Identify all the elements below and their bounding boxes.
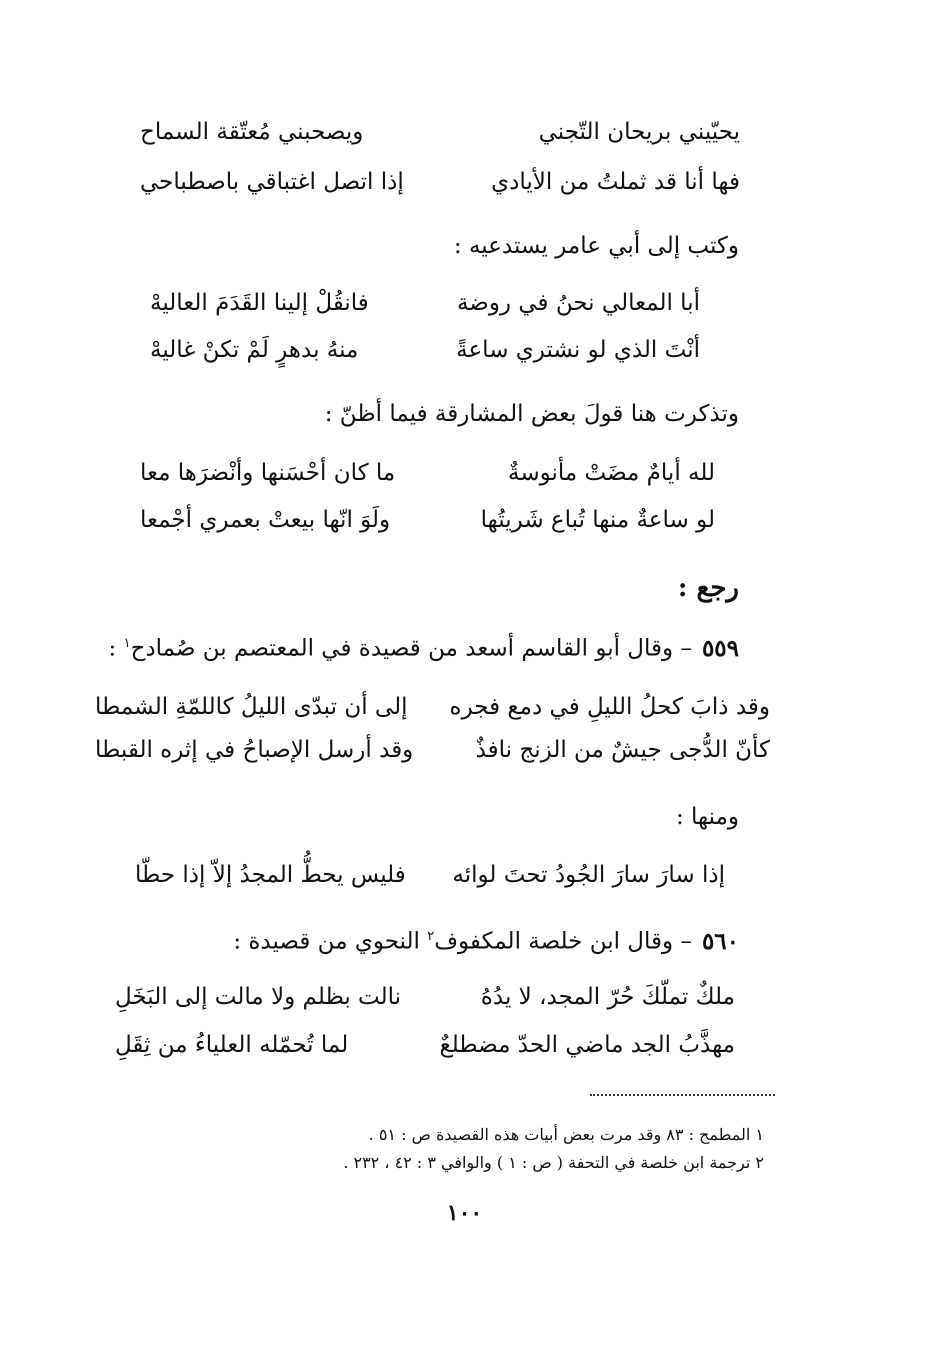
verse-second-hemistich: إذا اتصل اغتباقي باصطباحي (140, 169, 404, 195)
footnote-2: ٢ ترجمة ابن خلصة في التحفة ( ص : ١ ) والوافي ٣ : ٤٢ ، ٢٣٢ . (343, 1153, 764, 1172)
section-heading: رجع : (677, 573, 739, 603)
verse-line (150, 330, 700, 370)
footnote-divider (590, 1094, 775, 1096)
verse-first-hemistich: لو ساعةٌ منها تُباع شَريتُها (480, 507, 715, 533)
entry-559 (109, 624, 739, 669)
verse-second-hemistich: لما تُحمّله العلياءُ من ثِقَلِ (115, 1032, 349, 1058)
verse-second-hemistich: ما كان أحْسَنها وأنْضرَها معا (140, 460, 396, 486)
entry-tail: : (108, 635, 124, 662)
verse-first-hemistich: كأنّ الدُّجى جيشٌ من الزنج نافذٌ (475, 737, 770, 763)
verse-line (95, 687, 770, 727)
verse-line (150, 283, 700, 323)
entry-number: ٥٥٩ (701, 634, 739, 662)
verse-first-hemistich: مهذَّبُ الجد ماضي الحدّ مضطلعٌ (439, 1032, 735, 1058)
verse-first-hemistich: وقد ذابَ كحلُ الليلِ في دمع فجره (449, 694, 770, 720)
verse-first-hemistich: إذا سارَ سارَ الجُودُ تحتَ لوائه (452, 862, 725, 888)
verse-second-hemistich: منهُ بدهرٍ لَمْ تكنْ غاليهْ (150, 337, 359, 363)
footnote-1: ١ المطمح : ٨٣ وقد مرت بعض أبيات هذه القصيدة ص : ٥١ . (368, 1125, 764, 1144)
footnote-marker: ٢ (427, 929, 435, 944)
verse-line (140, 112, 740, 152)
footnote-marker: ١ (123, 636, 131, 651)
entry-text: – وقال أبو القاسم أسعد من قصيدة في المعتصم بن صُمادح (130, 635, 692, 662)
intro-text: وكتب إلى أبي عامر يستدعيه : (453, 233, 739, 259)
verse-line (95, 730, 770, 770)
verse-second-hemistich: فليس يحطُّ المجدُ إلاّ إذا حطّا (135, 862, 406, 888)
verse-line (140, 453, 715, 493)
verse-second-hemistich: ولَوَ انّها بيعتْ بعمري أجْمعا (140, 507, 391, 533)
verse-first-hemistich: فها أنا قد ثملتُ من الأيادي (491, 169, 740, 195)
entry-text: – وقال ابن خلصة المكفوف (434, 928, 692, 955)
verse-second-hemistich: نالت بظلم ولا مالت إلى البَخَلِ (115, 984, 402, 1010)
entry-number: ٥٦٠ (701, 927, 739, 955)
verse-first-hemistich: يحيّيني بريحان التّجني (538, 119, 740, 145)
verse-second-hemistich: وقد أرسل الإصباحُ في إثره القبطا (95, 737, 414, 763)
verse-second-hemistich: ويصحبني مُعتّقة السماح (140, 119, 364, 145)
verse-first-hemistich: ملكٌ تملّكَ حُرّ المجد، لا يدُهُ (480, 984, 735, 1010)
entry-560 (233, 917, 739, 962)
verse-first-hemistich: أنْتَ الذي لو نشتري ساعةً (456, 337, 700, 363)
page-number: ١٠٠ (446, 1200, 483, 1226)
verse-first-hemistich: أبا المعالي نحنُ في روضة (456, 290, 700, 316)
verse-line (115, 977, 735, 1017)
intro-text: وتذكرت هنا قولَ بعض المشارقة فيما أظنّ : (324, 401, 739, 427)
verse-second-hemistich: إلى أن تبدّى الليلُ كاللمّةِ الشمطا (95, 694, 408, 720)
verse-second-hemistich: فانقُلْ إلينا القَدَمَ العاليهْ (150, 290, 369, 316)
intro-text: ومنها : (675, 804, 739, 830)
entry-tail: النحوي من قصيدة : (233, 928, 428, 955)
verse-line (140, 500, 715, 540)
verse-line (115, 1025, 735, 1065)
verse-first-hemistich: لله أيامٌ مضَتْ مأنوسةٌ (508, 460, 715, 486)
verse-line (140, 162, 740, 202)
verse-line (135, 855, 725, 895)
